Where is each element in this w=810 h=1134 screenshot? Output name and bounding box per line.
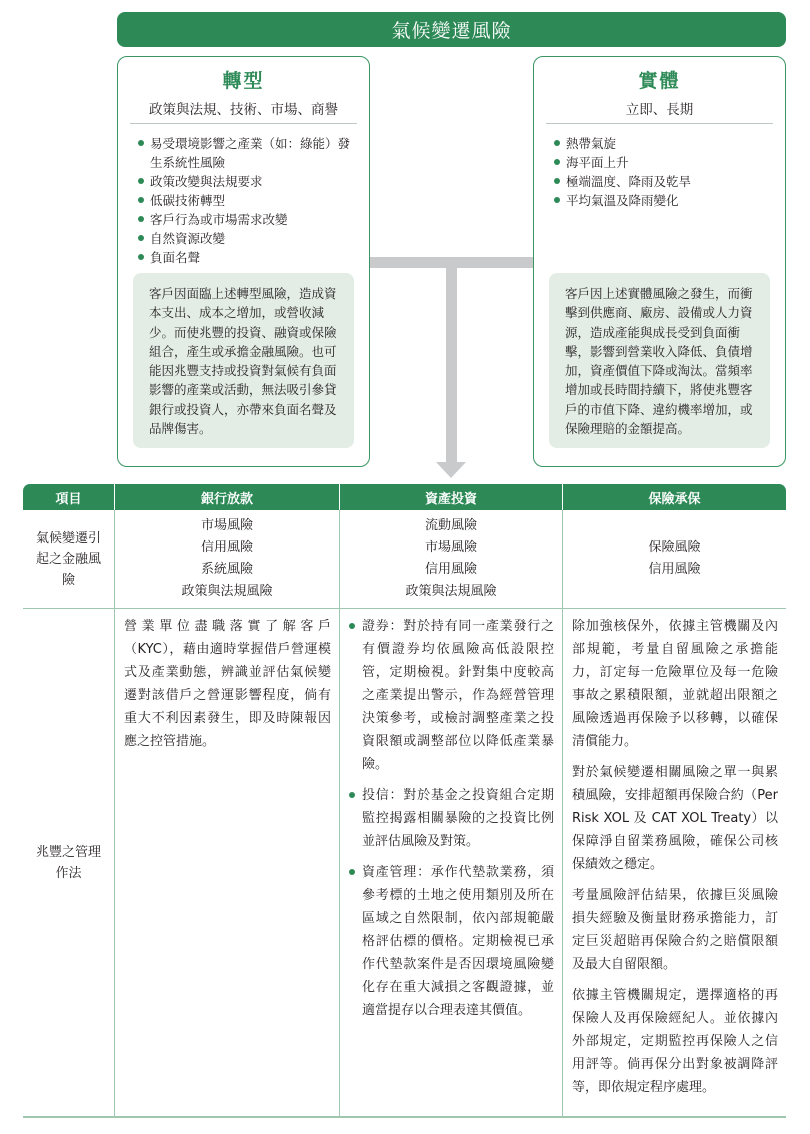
paragraph: 依據主管機關規定，選擇適格的再保險人及再保險經紀人。並依據內外部規定，定期監控再保險人之信用評等。倘再保分出對象被調降評等，即依規定程序處理。	[572, 988, 778, 1095]
list-item: 易受環境影響之產業（如：綠能）發生系統性風險	[138, 134, 359, 172]
table-header	[23, 484, 786, 510]
paragraph: 對於氣候變遷相關風險之單一與累積風險，安排超額再保險合約（Per Risk XOL 及 CAT XOL Treaty）以保障淨自留業務風險，確保公司核保績效之穩定。	[572, 765, 778, 872]
insurance-risks	[563, 510, 786, 608]
table-row	[23, 609, 786, 1118]
connector-vertical	[446, 268, 457, 463]
transition-impact: 客戶因面臨上述轉型風險，造成資本支出、成本之增加，或營收減少。而使兆豐的投資、融資或保險組合，產生或承擔金融風險。也可能因兆豐支持或投資對氣候有負面影響的產業或活動，無法吸引參貸銀行或投資人，亦帶來負面名聲及品牌傷害。	[133, 273, 354, 448]
table-row	[23, 510, 786, 609]
banking-risks	[115, 510, 340, 608]
page-title: 氣候變遷風險	[117, 12, 786, 47]
transition-title: 轉型	[222, 70, 265, 92]
physical-impact: 客戶因上述實體風險之發生，而衝擊到供應商、廠房、設備或人力資源，造成產能與成長受到負面衝擊，影響到營業收入降低、負債增加，資產價值下降或淘汰。當頻率增加或長時間持續下，將使兆豐客戶的市值下降、違約機率增加，或保險理賠的金額提高。	[549, 273, 770, 448]
transition-header	[118, 57, 369, 123]
header-insurance: 保險承保	[648, 491, 701, 507]
risk-item: 信用風險	[200, 540, 253, 555]
paragraph: 除加強核保外，依據主管機關及內部規範，考量自留風險之承擔能力，訂定每一危險單位及每一危險事故之累積限額，並就超出限額之風險透過再保險予以移轉，以確保清償能力。	[572, 619, 778, 749]
physical-header	[534, 57, 785, 123]
list-item: 低碳技術轉型	[138, 191, 359, 210]
risk-item: 市場風險	[424, 540, 477, 555]
risk-item: 市場風險	[200, 518, 253, 533]
list-item: 證券：對於持有同一產業發行之有價證券均依風險高低設限控管，定期檢視。針對集中度較高之產業提出警示，作為經營管理決策參考，或檢討調整產業之投資限額或調整部位以降低產業暴險。	[349, 615, 554, 776]
physical-list	[534, 124, 785, 210]
list-item: 平均氣溫及降雨變化	[554, 191, 775, 210]
list-item: 熱帶氣旋	[554, 134, 775, 153]
list-item: 負面名聲	[138, 248, 359, 267]
row-label: 兆豐之管理作法	[23, 609, 115, 1116]
management-table	[23, 484, 786, 1118]
list-item: 極端溫度、降雨及乾旱	[554, 172, 775, 191]
risk-item: 流動風險	[424, 518, 477, 533]
list-item: 客戶行為或市場需求改變	[138, 210, 359, 229]
investment-practice	[340, 609, 563, 1116]
risk-item: 政策與法規風險	[181, 584, 273, 599]
investment-risks	[340, 510, 563, 608]
physical-title: 實體	[638, 70, 681, 92]
paragraph: 考量風險評估結果，依據巨災風險損失經驗及衡量財務承擔能力，訂定巨災超賠再保險合約之賠償限額及最大自留限額。	[572, 888, 778, 972]
banking-practice: 營業單位盡職落實了解客戶（KYC），藉由適時掌握借戶營運模式及產業動態，辨識並評估氣候變遷對該借戶之營運影響程度，倘有重大不利因素發生，即及時陳報因應之控管措施。	[115, 609, 340, 1116]
header-item: 項目	[23, 484, 115, 510]
physical-subtitle: 立即、長期	[625, 102, 694, 118]
investment-practice-list	[340, 609, 562, 1022]
risk-item: 保險風險	[648, 540, 701, 555]
risk-item: 信用風險	[424, 562, 477, 577]
list-item: 自然資源改變	[138, 229, 359, 248]
list-item: 政策改變與法規要求	[138, 172, 359, 191]
list-item: 海平面上升	[554, 153, 775, 172]
header-banking: 銀行放款	[115, 484, 340, 510]
connector-horizontal	[370, 257, 533, 268]
header-investment: 資產投資	[340, 484, 563, 510]
risk-item: 政策與法規風險	[405, 584, 497, 599]
row-label: 氣候變遷引起之金融風險	[23, 510, 115, 608]
risk-item: 系統風險	[200, 562, 253, 577]
physical-risk-box	[533, 56, 786, 467]
transition-subtitle: 政策與法規、技術、市場、商譽	[149, 102, 338, 118]
list-item: 投信：對於基金之投資組合定期監控揭露相關暴險的之投資比例並評估風險及對策。	[349, 784, 554, 853]
risk-item: 信用風險	[648, 562, 701, 577]
arrow-down-icon	[436, 462, 466, 478]
transition-risk-box	[117, 56, 370, 467]
list-item: 資產管理：承作代墊款業務，須參考標的土地之使用類別及所在區域之自然限制，依內部規範嚴格評估標的價格。定期檢視已承作代墊款案件是否因環境風險變化存在重大減損之客觀證據，並適當提存以合理表達其價值。	[349, 861, 554, 1022]
transition-list	[118, 124, 369, 267]
insurance-practice	[563, 609, 786, 1116]
